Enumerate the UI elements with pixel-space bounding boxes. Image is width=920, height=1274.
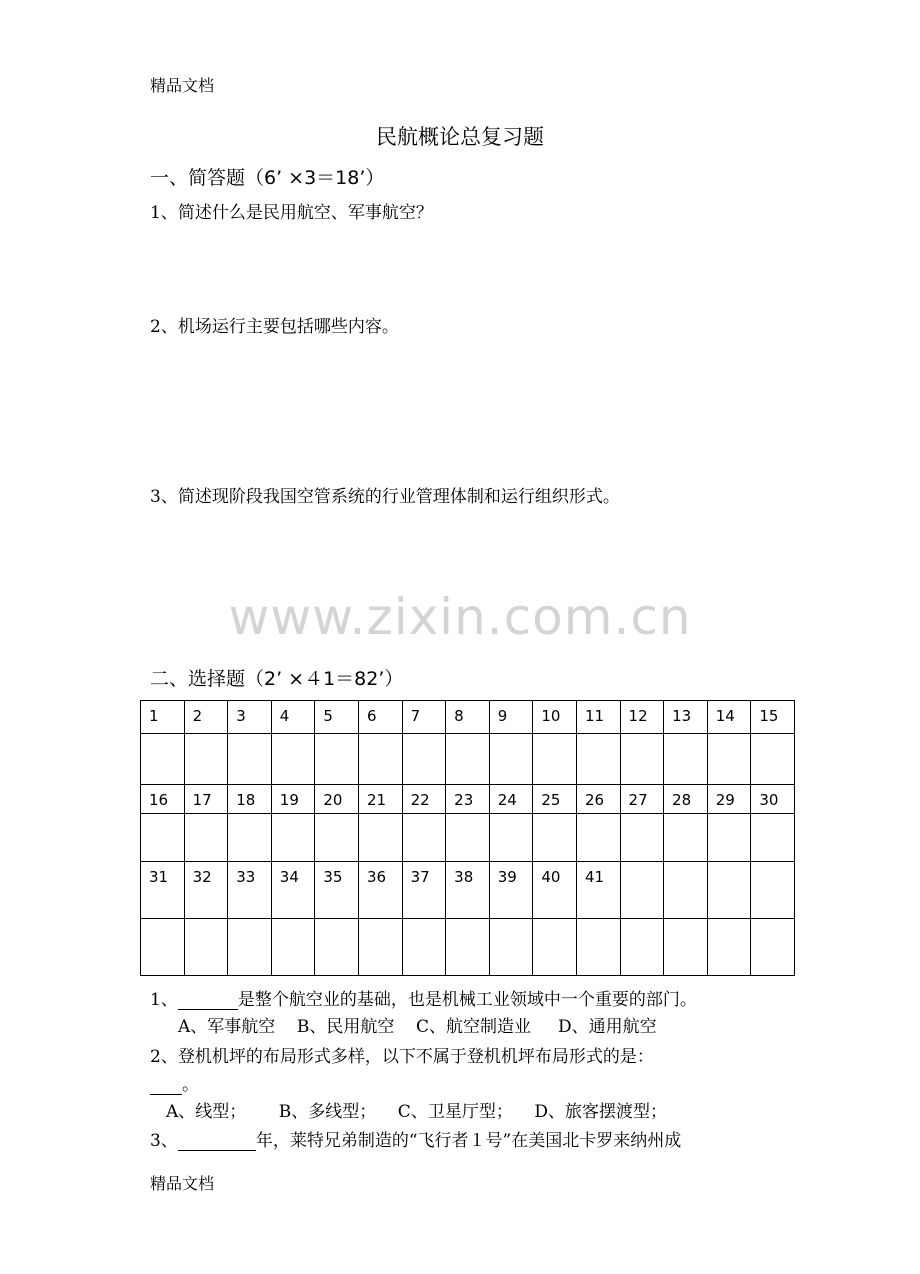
answer-cell[interactable] xyxy=(446,734,490,785)
answer-cell[interactable] xyxy=(620,919,664,976)
page-header: 精品文档 xyxy=(150,76,215,95)
mc-q2-tail: 。 xyxy=(182,1075,199,1095)
grid-cell: 23 xyxy=(446,785,490,814)
answer-cell[interactable] xyxy=(664,919,708,976)
grid-answer-row xyxy=(141,814,795,862)
mc-question-2-answer-line xyxy=(150,1070,199,1095)
answer-cell[interactable] xyxy=(315,734,359,785)
answer-cell[interactable] xyxy=(141,919,185,976)
answer-cell[interactable] xyxy=(707,814,751,862)
grid-cell: 41 xyxy=(576,862,620,919)
answer-cell[interactable] xyxy=(489,734,533,785)
grid-cell: 40 xyxy=(533,862,577,919)
grid-cell xyxy=(620,862,664,919)
mc-question-3 xyxy=(150,1126,681,1151)
answer-cell[interactable] xyxy=(315,919,359,976)
answer-cell[interactable] xyxy=(271,814,315,862)
grid-cell: 17 xyxy=(184,785,228,814)
grid-cell: 30 xyxy=(751,785,795,814)
answer-cell[interactable] xyxy=(489,919,533,976)
grid-number-row xyxy=(141,701,795,734)
grid-cell: 27 xyxy=(620,785,664,814)
mc-q1-blank[interactable] xyxy=(178,989,238,1010)
grid-cell: 18 xyxy=(228,785,272,814)
grid-cell: 5 xyxy=(315,701,359,734)
mc-q1-options: A、军事航空 B、民用航空 C、航空制造业 D、通用航空 xyxy=(178,1017,657,1037)
answer-cell[interactable] xyxy=(489,814,533,862)
grid-cell: 26 xyxy=(576,785,620,814)
grid-number-row xyxy=(141,785,795,814)
answer-cell[interactable] xyxy=(184,734,228,785)
section2-heading: 二、选择题（2’ ×４1＝82’） xyxy=(150,668,404,690)
mc-q3-text: 年，莱特兄弟制造的“飞行者１号”在美国北卡罗来纳州成 xyxy=(255,1131,682,1151)
mc-question-1 xyxy=(150,985,697,1010)
answer-cell[interactable] xyxy=(707,919,751,976)
mc-q3-blank[interactable] xyxy=(178,1130,256,1151)
grid-cell: 29 xyxy=(707,785,751,814)
grid-cell: 28 xyxy=(664,785,708,814)
answer-cell[interactable] xyxy=(751,814,795,862)
answer-cell[interactable] xyxy=(576,734,620,785)
grid-cell: 6 xyxy=(358,701,402,734)
page-title: 民航概论总复习题 xyxy=(376,125,544,149)
answer-cell[interactable] xyxy=(446,919,490,976)
grid-cell: 16 xyxy=(141,785,185,814)
grid-cell: 25 xyxy=(533,785,577,814)
grid-cell: 22 xyxy=(402,785,446,814)
answer-cell[interactable] xyxy=(315,814,359,862)
grid-cell: 34 xyxy=(271,862,315,919)
answer-cell[interactable] xyxy=(620,814,664,862)
grid-answer-row xyxy=(141,734,795,785)
answer-cell[interactable] xyxy=(271,919,315,976)
answer-cell[interactable] xyxy=(533,734,577,785)
grid-cell: 10 xyxy=(533,701,577,734)
grid-cell: 14 xyxy=(707,701,751,734)
short-answer-q2: 2、机场运行主要包括哪些内容。 xyxy=(150,317,399,337)
mc-q1-text: 是整个航空业的基础，也是机械工业领域中一个重要的部门。 xyxy=(237,990,697,1010)
grid-cell: 2 xyxy=(184,701,228,734)
grid-cell: 38 xyxy=(446,862,490,919)
watermark: www.zixin.com.cn xyxy=(228,588,692,646)
grid-cell: 3 xyxy=(228,701,272,734)
answer-grid xyxy=(140,700,795,976)
answer-cell[interactable] xyxy=(228,919,272,976)
page-footer: 精品文档 xyxy=(150,1174,215,1193)
answer-cell[interactable] xyxy=(707,734,751,785)
grid-cell: 13 xyxy=(664,701,708,734)
answer-cell[interactable] xyxy=(228,814,272,862)
grid-cell: 7 xyxy=(402,701,446,734)
answer-cell[interactable] xyxy=(576,919,620,976)
grid-cell: 19 xyxy=(271,785,315,814)
answer-cell[interactable] xyxy=(228,734,272,785)
grid-cell xyxy=(707,862,751,919)
grid-cell: 15 xyxy=(751,701,795,734)
grid-cell: 35 xyxy=(315,862,359,919)
answer-cell[interactable] xyxy=(141,734,185,785)
answer-cell[interactable] xyxy=(402,919,446,976)
grid-cell: 31 xyxy=(141,862,185,919)
grid-cell: 8 xyxy=(446,701,490,734)
grid-number-row xyxy=(141,862,795,919)
grid-cell: 33 xyxy=(228,862,272,919)
answer-cell[interactable] xyxy=(533,814,577,862)
grid-cell xyxy=(751,862,795,919)
grid-cell: 9 xyxy=(489,701,533,734)
grid-answer-row xyxy=(141,919,795,976)
short-answer-q3: 3、简述现阶段我国空管系统的行业管理体制和运行组织形式。 xyxy=(150,487,620,507)
mc-q2-options: A、线型； B、多线型； C、卫星厅型； D、旅客摆渡型； xyxy=(166,1102,668,1122)
answer-cell[interactable] xyxy=(141,814,185,862)
answer-cell[interactable] xyxy=(751,734,795,785)
answer-cell[interactable] xyxy=(446,814,490,862)
grid-cell: 21 xyxy=(358,785,402,814)
grid-cell: 37 xyxy=(402,862,446,919)
short-answer-q1: 1、简述什么是民用航空、军事航空？ xyxy=(150,203,433,223)
grid-cell: 12 xyxy=(620,701,664,734)
grid-cell: 39 xyxy=(489,862,533,919)
answer-cell[interactable] xyxy=(533,919,577,976)
answer-cell[interactable] xyxy=(576,814,620,862)
grid-cell: 4 xyxy=(271,701,315,734)
answer-cell[interactable] xyxy=(358,919,402,976)
mc-q2-text: 2、登机机坪的布局形式多样，以下不属于登机机坪布局形式的是： xyxy=(150,1047,654,1067)
answer-cell[interactable] xyxy=(184,814,228,862)
answer-cell[interactable] xyxy=(664,734,708,785)
grid-cell: 11 xyxy=(576,701,620,734)
answer-cell[interactable] xyxy=(358,814,402,862)
answer-cell[interactable] xyxy=(402,814,446,862)
grid-cell: 36 xyxy=(358,862,402,919)
answer-cell[interactable] xyxy=(358,734,402,785)
section1-heading: 一、简答题（6’ ×3＝18’） xyxy=(150,167,385,189)
grid-cell: 24 xyxy=(489,785,533,814)
mc-q1-number: 1、 xyxy=(150,990,178,1010)
answer-cell[interactable] xyxy=(620,734,664,785)
answer-cell[interactable] xyxy=(664,814,708,862)
grid-cell: 1 xyxy=(141,701,185,734)
mc-q3-number: 3、 xyxy=(150,1131,178,1151)
answer-cell[interactable] xyxy=(184,919,228,976)
grid-cell: 32 xyxy=(184,862,228,919)
answer-cell[interactable] xyxy=(402,734,446,785)
mc-q2-blank[interactable] xyxy=(150,1074,182,1095)
grid-cell xyxy=(664,862,708,919)
grid-cell: 20 xyxy=(315,785,359,814)
answer-cell[interactable] xyxy=(271,734,315,785)
answer-cell[interactable] xyxy=(751,919,795,976)
